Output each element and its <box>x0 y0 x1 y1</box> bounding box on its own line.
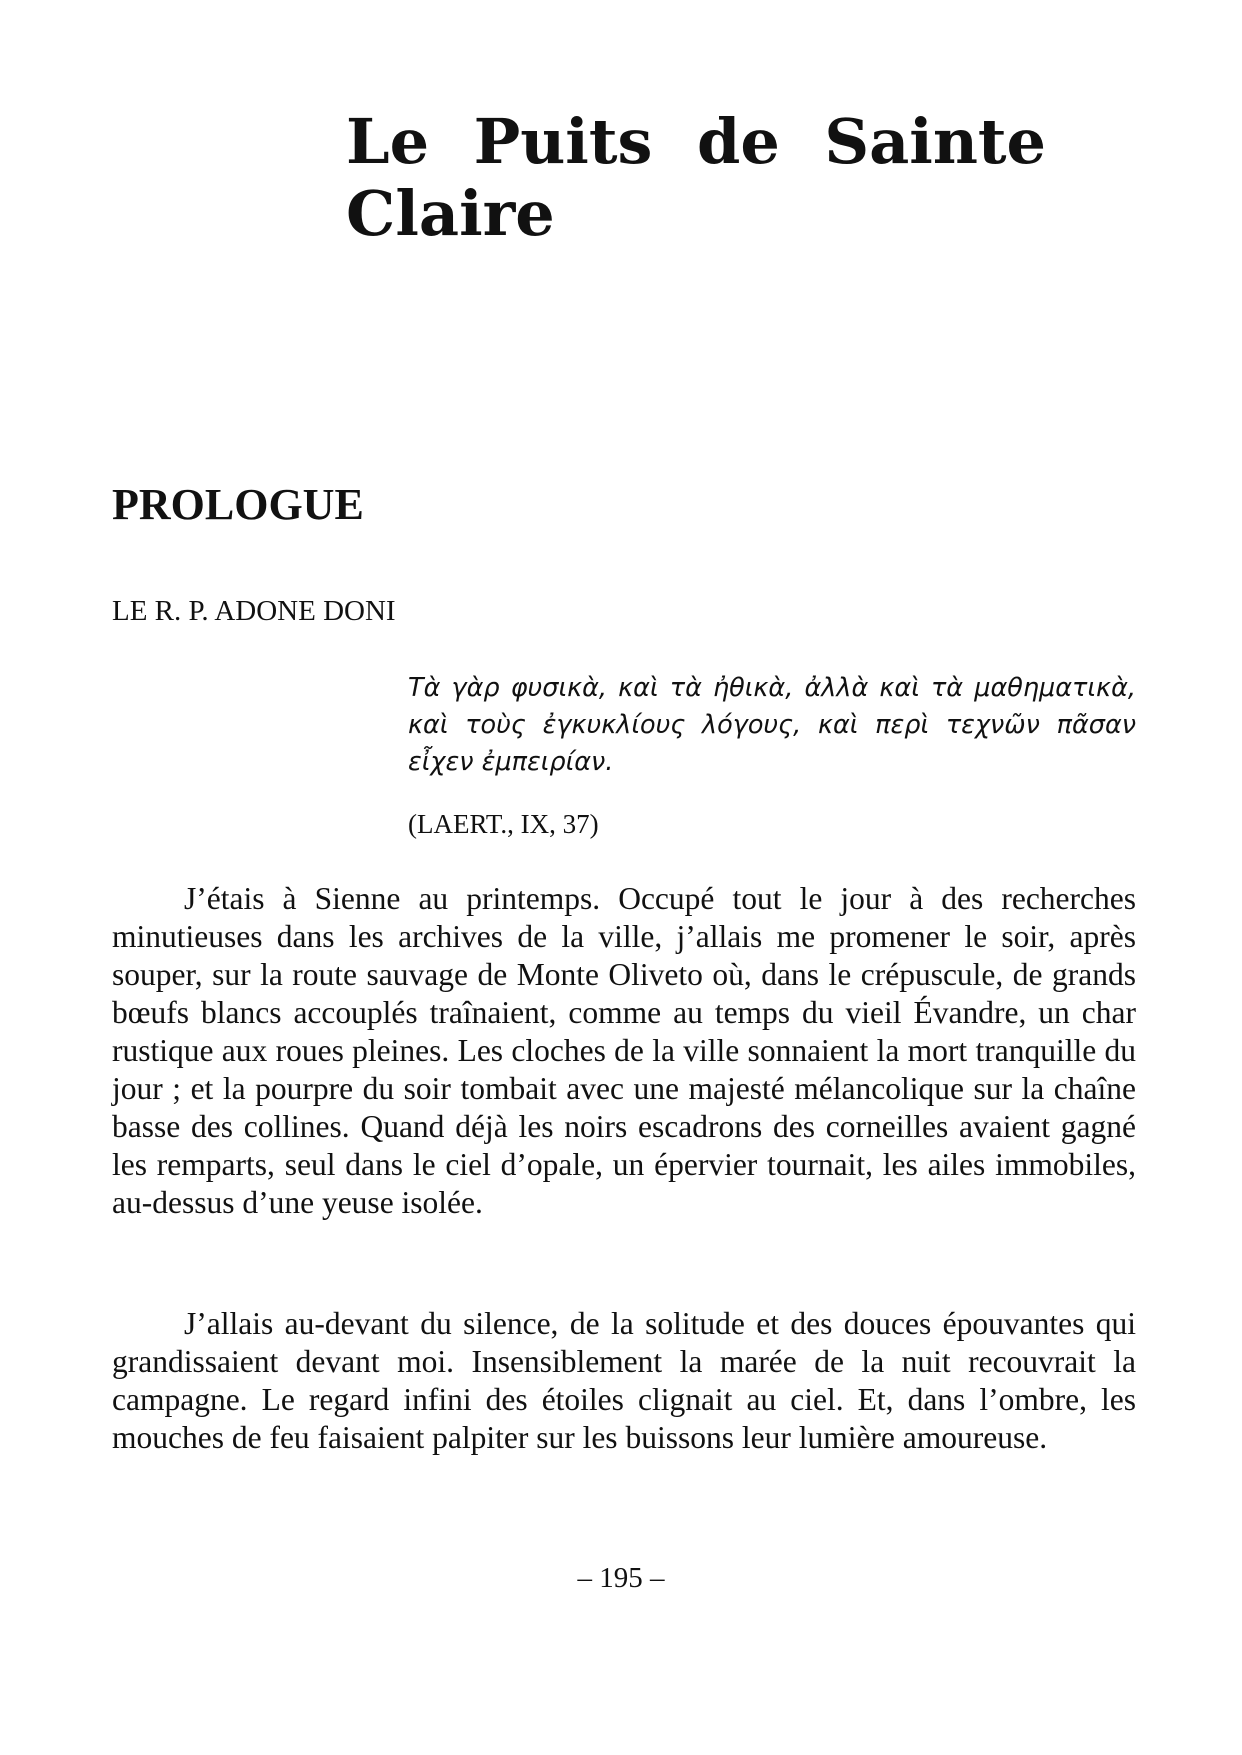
chapter-title: Le Puits de Sainte Claire <box>346 105 1046 250</box>
dedication: LE R. P. ADONE DONI <box>112 595 396 627</box>
body-paragraph: J’étais à Sienne au printemps. Occupé tout le jour à des recherches minutieuses dans les archives de la ville, j’allais me promener le soir, après souper, sur la route sauvage de Monte Oliveto où, dans le crépuscule, de grands bœufs blancs accouplés traînaient, comme au temps du vieil Évandre, un char rustique aux roues pleines. Les cloches de la ville sonnaient la mort tranquille du jour ; et la pourpre du soir tombait avec une majesté mélancolique sur la chaîne basse des collines. Quand déjà les noirs escadrons des corneilles avaient gagné les remparts, seul dans le ciel d’opale, un épervier tournait, les ailes immobiles, au-dessus d’une yeuse isolée. <box>112 881 1136 1220</box>
epigraph-source: (LAERT., IX, 37) <box>408 809 599 839</box>
body-paragraph: J’allais au-devant du silence, de la solitude et des douces épouvantes qui grandissaient devant moi. Insensiblement la marée de la nuit recouvrait la campagne. Le regard infini des étoiles clignait au ciel. Et, dans l’ombre, les mouches de feu faisaient palpiter sur les buissons leur lumière amoureuse. <box>112 1306 1136 1455</box>
page-number: – 195 – <box>577 1562 665 1594</box>
section-heading: PROLOGUE <box>112 480 364 529</box>
epigraph: Τὰ γὰρ φυσικὰ, καὶ τὰ ἠθικὰ, ἀλλὰ καὶ τὰ μαθηματικὰ, καὶ τοὺς ἐγκυκλίους λόγους, καὶ περὶ τεχνῶν πᾶσαν εἶχεν ἐμπειρίαν. <box>408 673 1136 777</box>
